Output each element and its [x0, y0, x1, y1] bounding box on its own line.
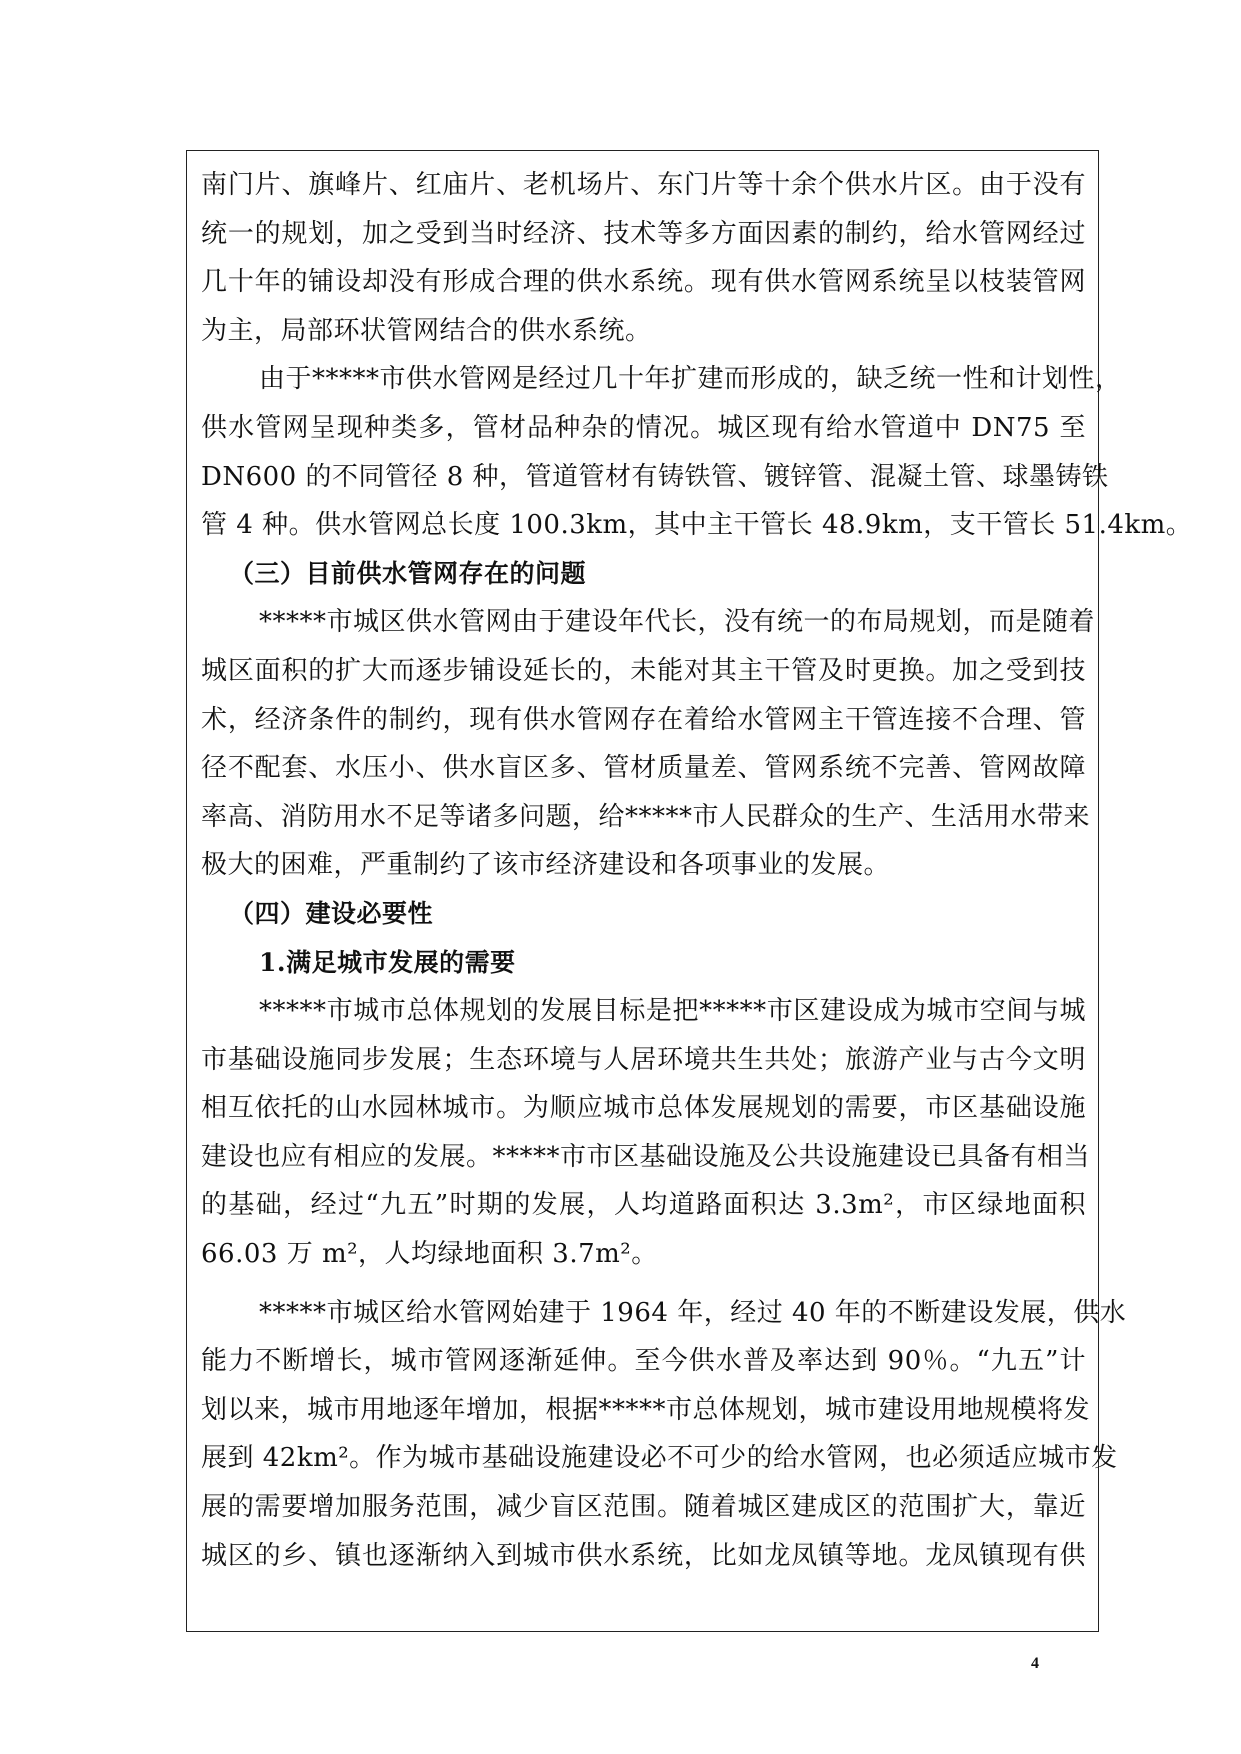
content-frame — [186, 150, 1193, 1632]
text-line: 市基础设施同步发展；生态环境与人居环境共生共处；旅游产业与古今文明 — [201, 1044, 1086, 1075]
text-line: 率高、消防用水不足等诸多问题，给*****市人民群众的生产、生活用水带来 — [201, 801, 1091, 832]
text-line: 的基础，经过“九五”时期的发展，人均道路面积达 3.3m²，市区绿地面积 — [201, 1190, 1086, 1221]
document-body — [201, 161, 1193, 1580]
text-line: 径不配套、水压小、供水盲区多、管材质量差、管网系统不完善、管网故障 — [201, 753, 1086, 784]
text-line: 术，经济条件的制约，现有供水管网存在着给水管网主干管连接不合理、管 — [201, 704, 1086, 735]
text-line: 66.03 万 m²，人均绿地面积 3.7m²。 — [201, 1239, 658, 1270]
text-line: 划以来，城市用地逐年增加，根据*****市总体规划，城市建设用地规模将发 — [201, 1394, 1091, 1425]
page-number: 4 — [1031, 1655, 1039, 1672]
subsection-heading: 1.满足城市发展的需要 — [259, 947, 516, 977]
text-line: 南门片、旗峰片、红庙片、老机场片、东门片等十余个供水片区。由于没有 — [201, 170, 1086, 200]
text-line: 供水管网呈现种类多，管材品种杂的情况。城区现有给水管道中 DN75 至 — [201, 412, 1086, 443]
text-line: 相互依托的山水园林城市。为顺应城市总体发展规划的需要，市区基础设施 — [201, 1093, 1086, 1124]
text-line: DN600 的不同管径 8 种，管道管材有铸铁管、镀锌管、混凝土管、球墨铸铁 — [201, 461, 1109, 492]
text-line: 城区的乡、镇也逐渐纳入到城市供水系统，比如龙凤镇等地。龙凤镇现有供 — [201, 1540, 1086, 1571]
text-line: 城区面积的扩大而逐步铺设延长的，未能对其主干管及时更换。加之受到技 — [201, 655, 1086, 686]
text-line: 展的需要增加服务范围，减少盲区范围。随着城区建成区的范围扩大，靠近 — [201, 1492, 1086, 1523]
text-line: 管 4 种。供水管网总长度 100.3km，其中主干管长 48.9km，支干管长 51.4km。 — [201, 510, 1193, 541]
section-heading-4: （四）建设必要性 — [229, 898, 434, 928]
text-line: 统一的规划，加之受到当时经济、技术等多方面因素的制约，给水管网经过 — [201, 218, 1086, 249]
text-line: 由于*****市供水管网是经过几十年扩建而形成的，缺乏统一性和计划性， — [259, 364, 1122, 395]
text-line: *****市城区给水管网始建于 1964 年，经过 40 年的不断建设发展，供水 — [259, 1297, 1127, 1328]
text-line: 几十年的铺设却没有形成合理的供水系统。现有供水管网系统呈以枝装管网 — [201, 267, 1086, 298]
text-line: 为主，局部环状管网结合的供水系统。 — [201, 315, 652, 346]
text-line: 展到 42km²。作为城市基础设施建设必不可少的给水管网，也必须适应城市发 — [201, 1443, 1118, 1474]
section-heading-3: （三）目前供水管网存在的问题 — [229, 558, 587, 588]
text-line: 能力不断增长，城市管网逐渐延伸。至今供水普及率达到 90％。“九五”计 — [201, 1346, 1086, 1377]
text-line: *****市城区供水管网由于建设年代长，没有统一的布局规划，而是随着 — [259, 607, 1096, 638]
text-line: 建设也应有相应的发展。*****市市区基础设施及公共设施建设已具备有相当 — [201, 1141, 1091, 1172]
text-line: *****市城市总体规划的发展目标是把*****市区建设成为城市空间与城 — [259, 996, 1086, 1027]
text-line: 极大的困难，严重制约了该市经济建设和各项事业的发展。 — [201, 850, 891, 881]
